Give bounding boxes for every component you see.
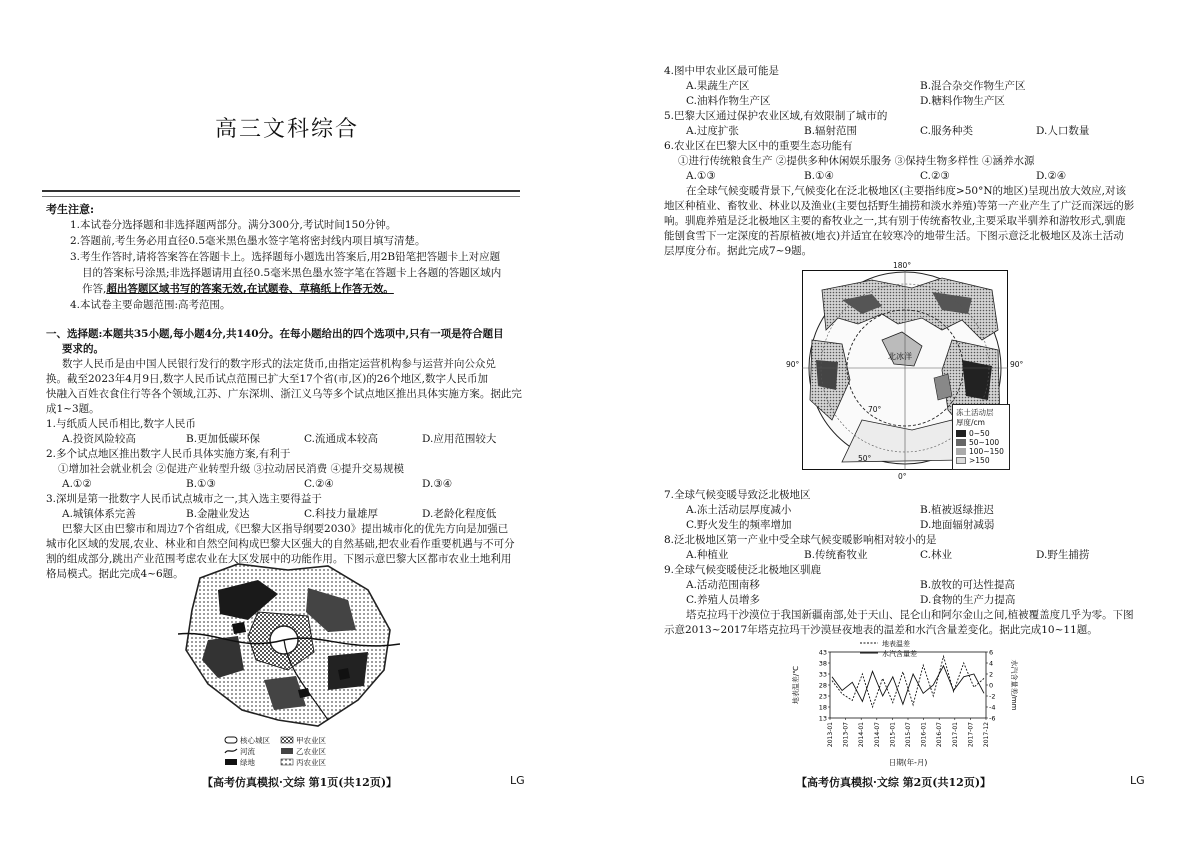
notice-item-1: 1.本试卷分选择题和非选择题两部分。满分300分,考试时间150分钟。	[70, 219, 397, 231]
polar-label-180: 180°	[893, 261, 912, 270]
x-tick-label: 2017-01	[951, 722, 959, 748]
q4-stem: 4.图中甲农业区最可能是	[664, 65, 780, 77]
x-tick-label: 2016-07	[936, 722, 944, 748]
y2-tick-label: 4	[989, 659, 994, 668]
y-tick-label: 33	[818, 670, 827, 679]
series-line-vapor	[832, 666, 984, 705]
legend-b-label: 乙农业区	[296, 747, 326, 756]
q8-option-b: B.传统畜牧业	[804, 549, 868, 561]
q7-option-a: A.冻土活动层厚度减小	[686, 504, 792, 516]
y2-tick-label: -6	[989, 714, 996, 723]
q9-option-a: A.活动范围南移	[686, 579, 760, 591]
x-tick-label: 2013-07	[842, 722, 850, 748]
page2-footer-tag: LG	[1130, 774, 1145, 787]
y2-tick-label: 2	[989, 670, 994, 679]
q3-option-d: D.老龄化程度低	[422, 508, 497, 520]
passage4-line2: 示意2013~2017年塔克拉玛干沙漠昼夜地表的温差和水汽含量差变化。据此完成10~11题。	[664, 624, 1098, 636]
q4-option-c: C.油料作物生产区	[686, 95, 771, 107]
polar-legend-item-4: >150	[969, 456, 990, 465]
y-tick-label: 38	[818, 659, 827, 668]
q8-option-c: C.林业	[920, 549, 952, 561]
chart-legend	[860, 639, 917, 658]
y-tick-label: 13	[818, 714, 827, 723]
q2-option-d: D.③④	[422, 478, 453, 490]
passage3-line1: 在全球气候变暖背景下,气候变化在泛北极地区(主要指纬度>50°N的地区)呈现出放大效应,对该	[686, 185, 1126, 197]
desert-diff-chart	[790, 638, 1020, 770]
x-tick-label: 2016-01	[920, 722, 928, 748]
notice-item-3: 3.考生作答时,请将答案答在答题卡上。选择题每小题选出答案后,用2B铅笔把答题卡上对应题	[70, 251, 501, 263]
legend-label-vapor: 水汽含量差	[882, 650, 917, 658]
q9-stem: 9.全球气候变暖使泛北极地区驯鹿	[664, 564, 822, 576]
polar-legend-swatch-4	[956, 457, 966, 464]
passage1-line2: 换。截至2023年4月9日,数字人民币试点范围已扩大至17个省(市,区)的26个地区,数字人民币加	[46, 373, 489, 385]
q9-option-c: C.养殖人员增多	[686, 594, 760, 606]
x-tick-label: 2014-07	[873, 722, 881, 748]
polar-legend-item-3: 100~150	[969, 447, 1004, 456]
notice-item-3-end	[82, 282, 394, 297]
q6-option-d: D.②④	[1036, 170, 1067, 182]
q4-option-a: A.果蔬生产区	[686, 80, 750, 92]
y-axis-label: 地表温差/℃	[792, 665, 800, 705]
legend-river-swatch	[224, 747, 238, 755]
notice-item-4: 4.本试卷主要命题范围:高考范围。	[70, 299, 231, 311]
polar-label-ocean: 北冰洋	[888, 352, 912, 361]
polar-legend-title: 冻土活动层	[956, 408, 994, 417]
x-tick-label: 2017-07	[967, 722, 975, 748]
q9-option-b: B.放牧的可达性提高	[920, 579, 1016, 591]
q1-option-c: C.流通成本较高	[304, 433, 378, 445]
passage2-line4: 格局模式。据此完成4~6题。	[46, 568, 184, 580]
passage4-line1: 塔克拉玛干沙漠位于我国新疆南部,处于天山、昆仑山和阿尔金山之间,植被覆盖度几乎为零。下图	[686, 609, 1134, 621]
q8-option-a: A.种植业	[686, 549, 729, 561]
polar-legend-unit: 厚度/cm	[956, 418, 985, 427]
page-2	[600, 0, 1200, 849]
q2-option-c: C.②④	[304, 478, 334, 490]
passage3-line3: 响。驯鹿养殖是泛北极地区主要的畜牧业之一,其有别于传统畜牧业,主要采取半驯养和游牧形式,驯鹿	[664, 215, 1126, 227]
passage3-line2: 地区种植业、畜牧业、林业以及渔业(主要包括野生捕捞和淡水养殖)等第一产业产生了广泛而深远的影	[664, 200, 1135, 212]
title-rule	[42, 190, 520, 197]
x-tick-label: 2013-01	[827, 722, 834, 748]
legend-core-swatch	[224, 736, 238, 744]
legend-c-swatch	[280, 758, 294, 766]
q5-option-c: C.服务种类	[920, 125, 973, 137]
x-tick-label: 2015-01	[889, 722, 897, 748]
y-tick-label: 18	[818, 703, 827, 712]
legend-a-swatch	[280, 736, 294, 744]
legend-core-label: 核心城区	[240, 736, 270, 745]
q5-option-a: A.过度扩张	[686, 125, 739, 137]
q8-stem: 8.泛北极地区第一产业中受全球气候变暖影响相对较小的是	[664, 534, 937, 546]
passage3-line5: 层厚度分布。据此完成7~9题。	[664, 245, 813, 257]
y-tick-label: 43	[818, 648, 827, 657]
passage2-line2: 城市化区域的发展,农业、林业和自然空间构成巴黎大区强大的自然基础,把农业看作重要机遇与不可分	[46, 538, 515, 550]
notice-heading: 考生注意:	[46, 203, 95, 216]
x-tick-label: 2015-07	[905, 722, 912, 748]
x-tick-label: 2014-01	[858, 722, 866, 748]
paris-landuse-map	[178, 560, 400, 732]
passage1-line4: 成1~3题。	[46, 403, 100, 415]
q5-option-d: D.人口数量	[1036, 125, 1090, 137]
q4-option-b: B.混合杂交作物生产区	[920, 80, 1026, 92]
q9-option-d: D.食物的生产力提高	[920, 594, 1016, 606]
series-line-temp	[832, 656, 984, 707]
passage3-line4: 能刨食雪下一定深度的苔原植被(地衣)并适宜在较寒冷的地带生活。下图示意泛北极地区及冻土活动	[664, 230, 1124, 242]
y-tick-label: 28	[818, 681, 827, 690]
q3-stem: 3.深圳是第一批数字人民币试点城市之一,其入选主要得益于	[46, 493, 322, 505]
notice-plain: 作答,	[82, 283, 107, 295]
legend-green-swatch	[224, 758, 238, 766]
passage2-line1: 巴黎大区由巴黎市和周边7个省组成,《巴黎大区指导纲要2030》提出城市化的优先方向是加强已	[62, 523, 509, 535]
q6-option-a: A.①③	[686, 170, 716, 182]
q7-stem: 7.全球气候变暖导致泛北极地区	[664, 489, 811, 501]
passage1-line3: 快融入百姓衣食住行等各个领域,江苏、广东深圳、浙江义乌等多个试点地区推出具体实施方案。据此完	[46, 388, 522, 400]
polar-legend-item-2: 50~100	[969, 438, 1000, 447]
polar-label-90-left: 90°	[786, 360, 800, 369]
legend-b-swatch	[280, 747, 294, 755]
q1-option-d: D.应用范围较大	[422, 433, 497, 445]
legend-a-label: 甲农业区	[296, 736, 326, 745]
exam-title: 高三文科综合	[215, 117, 360, 142]
legend-c-label: 丙农业区	[296, 758, 326, 767]
section-heading-cont: 要求的。	[62, 343, 104, 355]
q5-option-b: B.辐射范围	[804, 125, 858, 137]
q7-option-b: B.植被返绿推迟	[920, 504, 995, 516]
passage2-line3: 割的组成部分,跳出产业范围考虑农业在大区发展中的功能作用。下图示意巴黎大区都市农业土地利用	[46, 553, 512, 565]
y-tick-label: 23	[818, 692, 827, 701]
notice-emphasis: 超出答题区域书写的答案无效,在试题卷、草稿纸上作答无效。	[106, 283, 394, 295]
passage1-line1: 数字人民币是由中国人民银行发行的数字形式的法定货币,由指定运营机构参与运营并向公众兑	[62, 358, 496, 370]
x-axis-label: 日期(年-月)	[888, 758, 928, 767]
legend-label-temp: 地表温差	[882, 640, 910, 648]
polar-label-0: 0°	[898, 472, 907, 481]
section-heading: 一、选择题:本题共35小题,每小题4分,共140分。在每小题给出的四个选项中,只有一项是符合题目	[46, 328, 504, 340]
q3-option-b: B.金融业发达	[186, 508, 250, 520]
q7-option-c: C.野火发生的频率增加	[686, 519, 792, 531]
polar-label-50: 50°	[858, 454, 872, 463]
q2-option-a: A.①②	[62, 478, 92, 490]
q4-option-d: D.糖料作物生产区	[920, 95, 1005, 107]
polar-legend-swatch-1	[956, 430, 966, 437]
legend-river-label: 河流	[240, 747, 255, 756]
q8-option-d: D.野生捕捞	[1036, 549, 1090, 561]
q2-items: ①增加社会就业机会 ②促进产业转型升级 ③拉动居民消费 ④提升交易规模	[58, 463, 405, 475]
polar-label-90-right: 90°	[1010, 360, 1024, 369]
q2-stem: 2.多个试点地区推出数字人民币具体实施方案,有利于	[46, 448, 291, 460]
y2-axis-label: 水汽含量差/mm	[1010, 659, 1018, 711]
q3-option-c: C.科技力量雄厚	[304, 508, 378, 520]
q6-items: ①进行传统粮食生产 ②提供多种休闲娱乐服务 ③保持生物多样性 ④涵养水源	[678, 155, 1035, 167]
legend-green-label: 绿地	[240, 758, 255, 767]
q1-option-a: A.投资风险较高	[62, 433, 136, 445]
q7-option-d: D.地面辐射减弱	[920, 519, 995, 531]
notice-item-2: 2.答题前,考生务必用直径0.5毫米黑色墨水签字笔将密封线内项目填写清楚。	[70, 235, 426, 247]
y2-tick-label: -2	[989, 692, 996, 701]
q1-stem: 1.与纸质人民币相比,数字人民币	[46, 418, 196, 430]
polar-legend-swatch-2	[956, 439, 966, 446]
q2-option-b: B.①③	[186, 478, 216, 490]
page1-footer: 【高考仿真模拟·文综 第1页(共12页)】	[202, 776, 398, 789]
notice-item-3-cont: 目的答案标号涂黑;非选择题请用直径0.5毫米黑色墨水签字笔在答题卡上各题的答题区域内	[82, 267, 502, 279]
page1-footer-tag: LG	[510, 774, 525, 787]
y2-tick-label: -4	[989, 703, 996, 712]
polar-legend-swatch-3	[956, 448, 966, 455]
x-tick-label: 2017-12	[983, 722, 990, 748]
polar-legend-item-1: 0~50	[969, 429, 990, 438]
q3-option-a: A.城镇体系完善	[62, 508, 136, 520]
page2-footer: 【高考仿真模拟·文综 第2页(共12页)】	[796, 776, 992, 789]
y2-tick-label: 0	[989, 681, 994, 690]
q6-stem: 6.农业区在巴黎大区中的重要生态功能有	[664, 140, 853, 152]
q1-option-b: B.更加低碳环保	[186, 433, 261, 445]
q6-option-c: C.②③	[920, 170, 950, 182]
q5-stem: 5.巴黎大区通过保护农业区域,有效限制了城市的	[664, 110, 888, 122]
q6-option-b: B.①④	[804, 170, 834, 182]
polar-label-70: 70°	[868, 405, 882, 414]
y2-tick-label: 6	[989, 648, 994, 657]
